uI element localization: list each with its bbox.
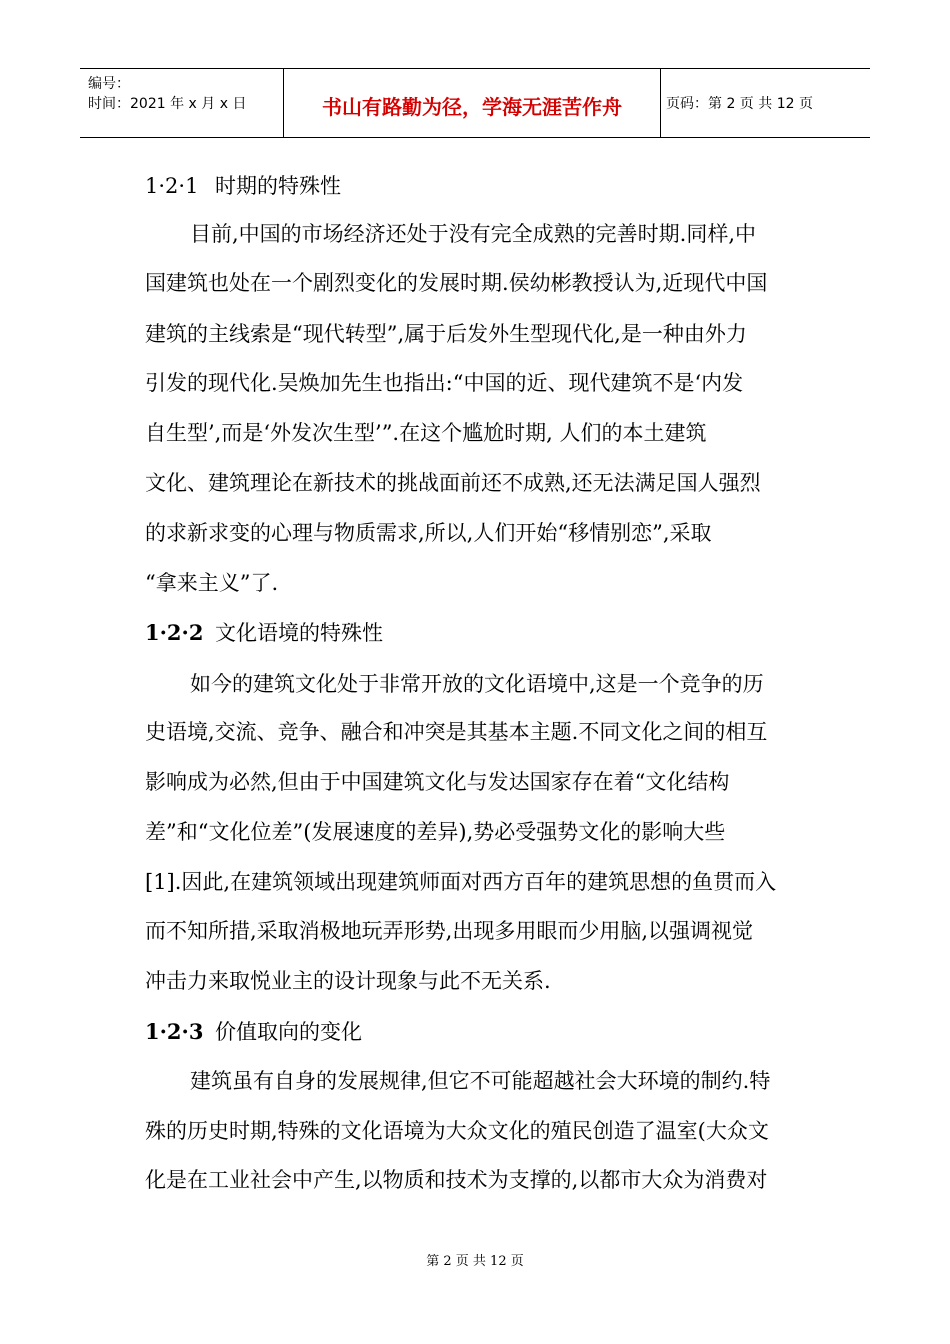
section-heading bbox=[145, 1019, 362, 1045]
page-footer: 第 2 页 共 12 页 bbox=[426, 1254, 524, 1269]
paragraph-line: [1].因此,在建筑领域出现建筑师面对西方百年的建筑思想的鱼贯而入 bbox=[145, 870, 777, 894]
paragraph-line: 的求新求变的心理与物质需求,所以,人们开始“移情别恋”,采取 bbox=[145, 521, 712, 545]
header-page-number: 页码：第 2 页 共 12 页 bbox=[666, 96, 813, 112]
paragraph-line: 化是在工业社会中产生,以物质和技术为支撑的,以都市大众为消费对 bbox=[145, 1168, 768, 1192]
paragraph-line: 目前,中国的市场经济还处于没有完全成熟的完善时期.同样,中 bbox=[190, 222, 757, 246]
header-info-cell bbox=[80, 69, 283, 137]
header-motto-cell bbox=[283, 69, 661, 137]
section-title: 价值取向的变化 bbox=[215, 1020, 362, 1044]
section-heading bbox=[145, 173, 341, 199]
section-title: 时期的特殊性 bbox=[215, 174, 341, 198]
paragraph-line: 引发的现代化.吴焕加先生也指出:“中国的近、现代建筑不是‘内发 bbox=[145, 371, 744, 395]
paragraph-line: 自生型’,而是‘外发次生型’”.在这个尴尬时期, 人们的本土建筑 bbox=[145, 421, 707, 445]
paragraph-line: 差”和“文化位差”(发展速度的差异),势必受强势文化的影响大些 bbox=[145, 820, 726, 844]
section-number: 1·2·3 bbox=[145, 1019, 204, 1044]
paragraph-line: 殊的历史时期,特殊的文化语境为大众文化的殖民创造了温室(大众文 bbox=[145, 1119, 769, 1143]
paragraph-line: 如今的建筑文化处于非常开放的文化语境中,这是一个竞争的历 bbox=[190, 672, 764, 696]
paragraph-line: 史语境,交流、竞争、融合和冲突是其基本主题.不同文化之间的相互 bbox=[145, 720, 768, 744]
paragraph-line: 国建筑也处在一个剧烈变化的发展时期.侯幼彬教授认为,近现代中国 bbox=[145, 271, 768, 295]
section-title: 文化语境的特殊性 bbox=[215, 621, 383, 645]
paragraph-line: 文化、建筑理论在新技术的挑战面前还不成熟,还无法满足国人强烈 bbox=[145, 471, 761, 495]
paragraph-line: 影响成为必然,但由于中国建筑文化与发达国家存在着“文化结构 bbox=[145, 770, 730, 794]
paragraph-line: 而不知所措,采取消极地玩弄形势,出现多用眼而少用脑,以强调视觉 bbox=[145, 919, 754, 943]
document-date-label: 时间：2021 年 x 月 x 日 bbox=[88, 96, 247, 112]
paragraph-line: “拿来主义”了. bbox=[145, 571, 279, 595]
document-number-label: 编号： bbox=[88, 76, 130, 92]
paragraph-line: 建筑虽有自身的发展规律,但它不可能超越社会大环境的制约.特 bbox=[190, 1069, 771, 1093]
paragraph-line: 冲击力来取悦业主的设计现象与此不无关系. bbox=[145, 969, 551, 993]
section-number: 1·2·2 bbox=[145, 620, 204, 645]
header-page-cell bbox=[660, 69, 870, 137]
section-heading bbox=[145, 620, 383, 646]
header-motto: 书山有路勤为径，学海无涯苦作舟 bbox=[322, 95, 622, 119]
paragraph-line: 建筑的主线索是“现代转型”,属于后发外生型现代化,是一种由外力 bbox=[145, 322, 747, 346]
page-header bbox=[80, 68, 870, 138]
section-number: 1·2·1 bbox=[145, 174, 199, 198]
